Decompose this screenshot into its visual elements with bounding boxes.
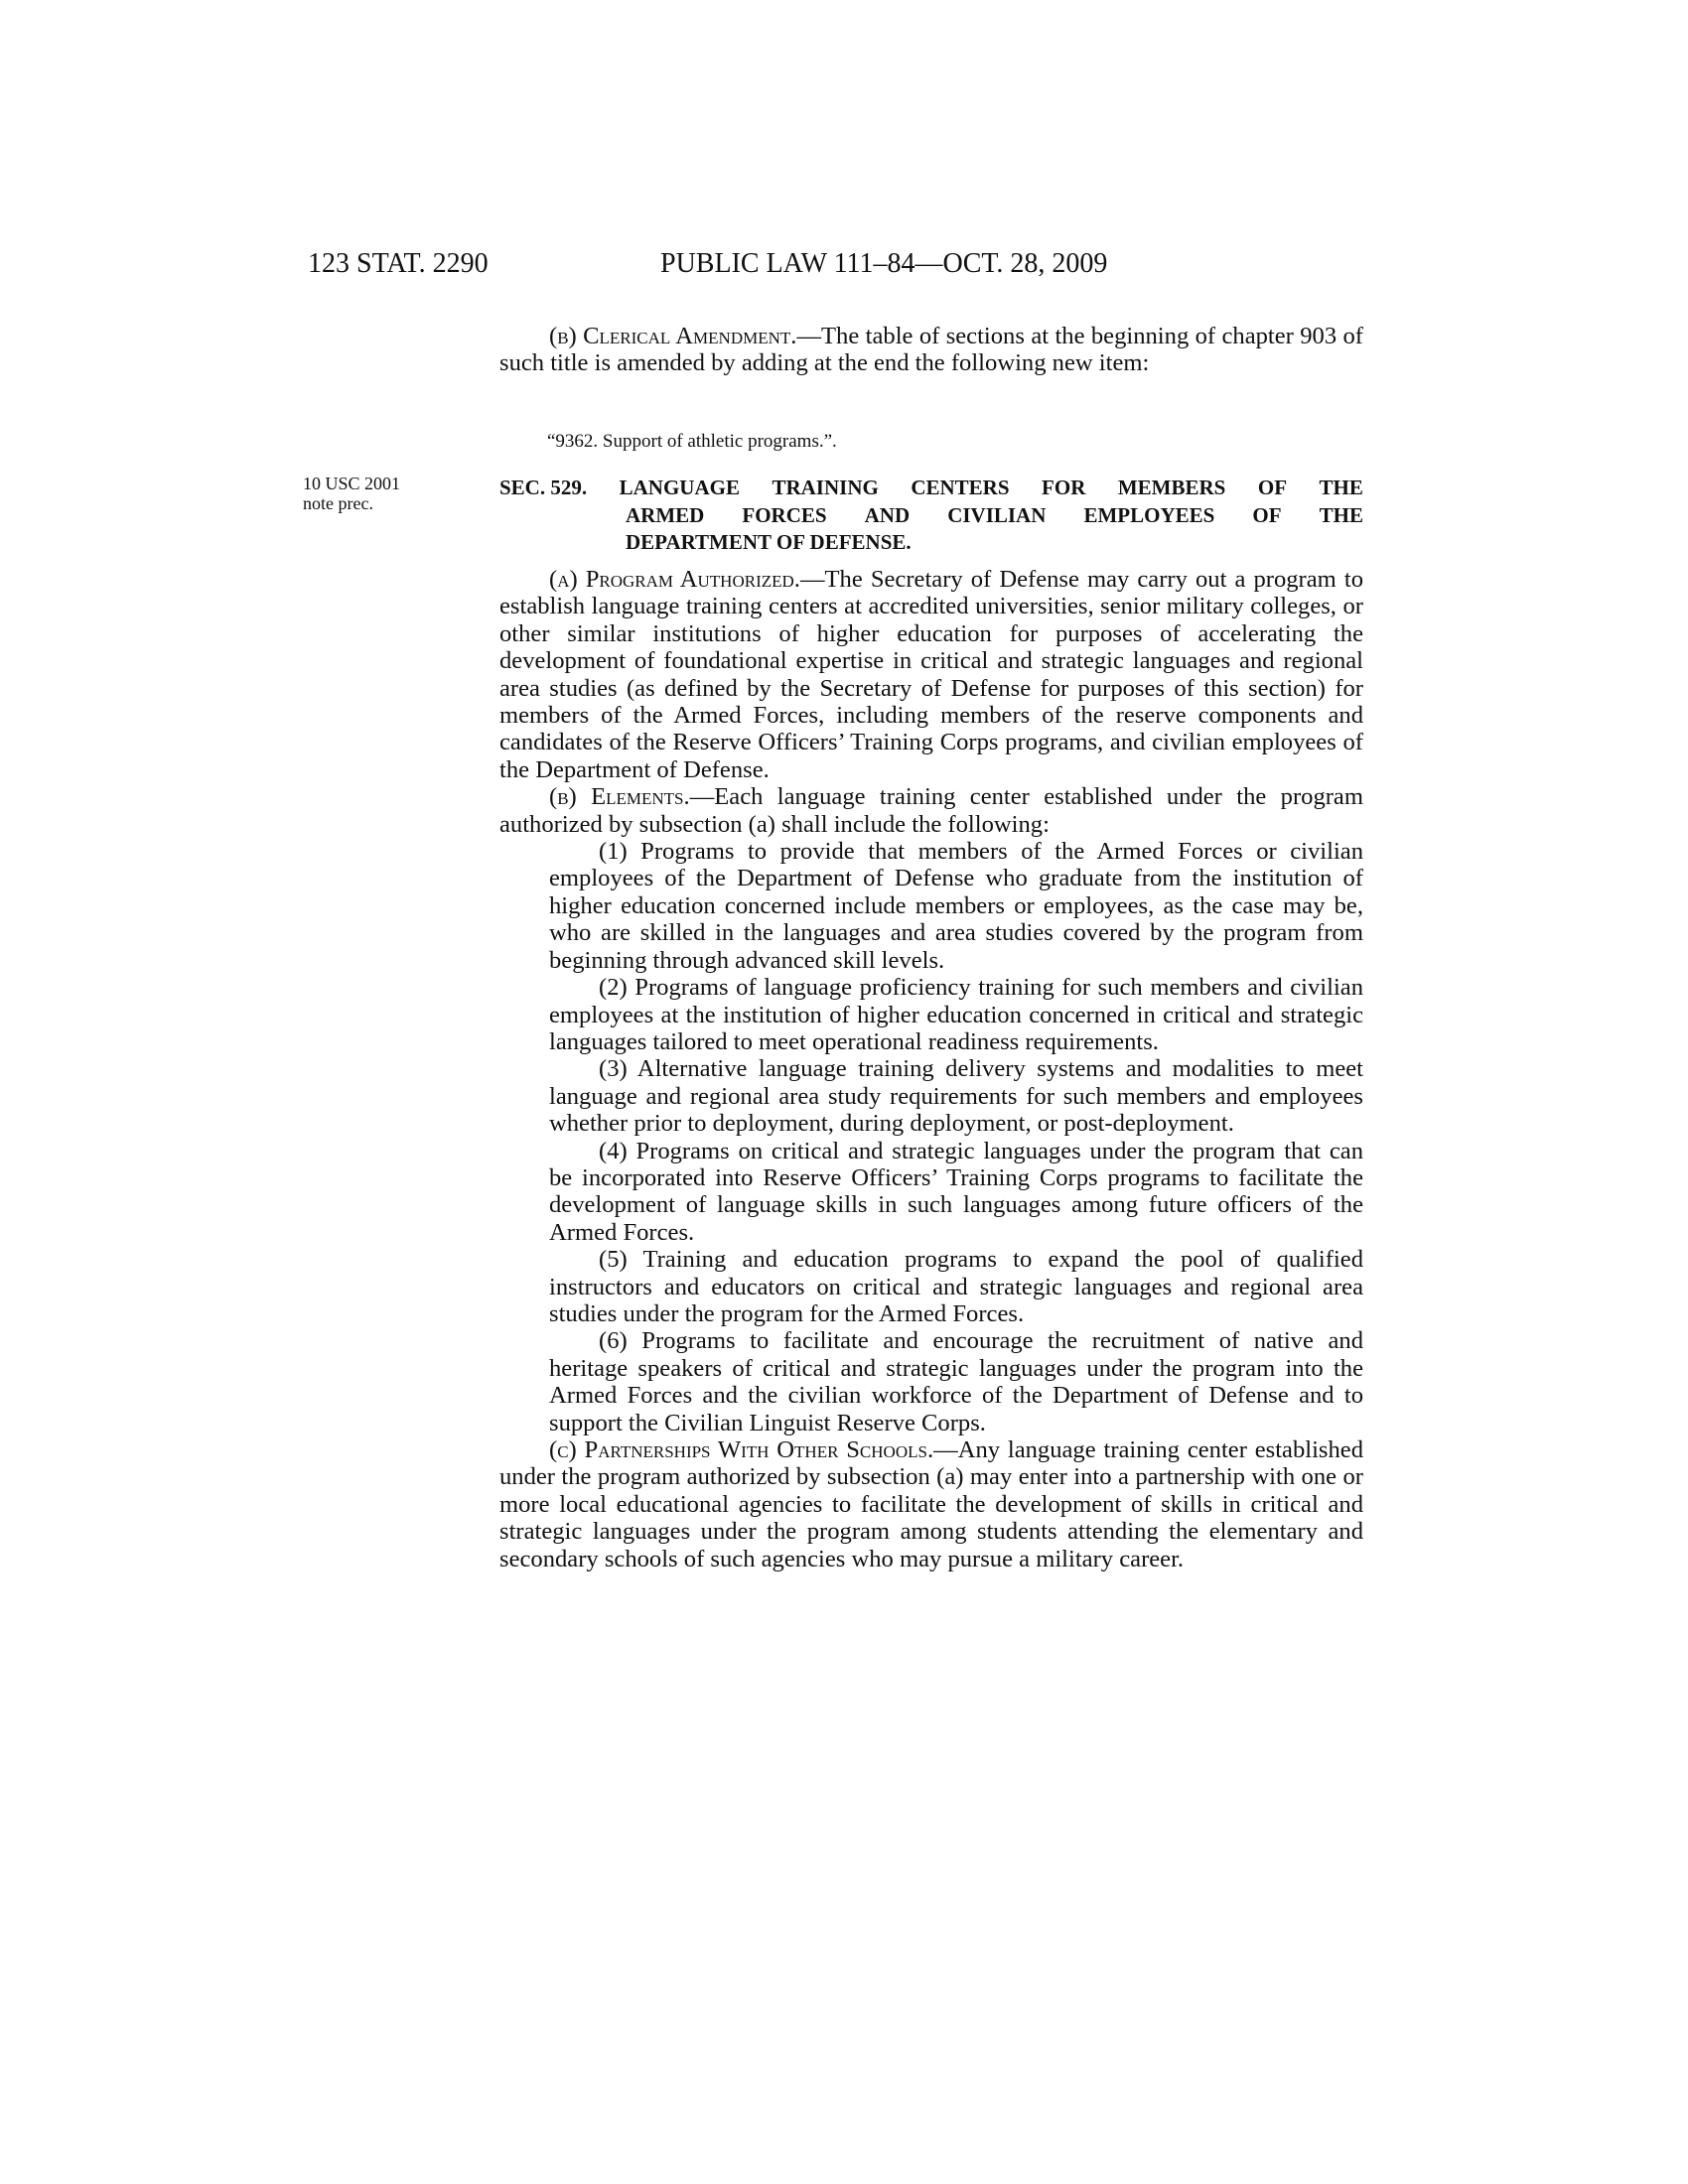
subsection-a-text: —The Secretary of Defense may carry out a program to establish language training centers at accredited universities, senior military colleges, or other similar institutions of higher education for purposes of accelerating the development of foundational expertise in critical and strategic languages and regional area studies (as defined by the Secretary of Defense for purposes of this section) for members of the Armed Forces, including members of the reserve components and candidates of the Reserve Officers’ Training Corps programs, and civilian employees of the Department of Defense. [499, 566, 1363, 783]
heading-word: OF [1252, 502, 1282, 527]
page-header [0, 248, 1688, 288]
heading-word: THE [1319, 502, 1363, 527]
subsection-c-label: (c) Partnerships With Other Schools. [549, 1436, 934, 1463]
heading-word: THE [1319, 476, 1363, 499]
clerical-amendment-paragraph [499, 323, 1363, 377]
subsection-b-text: —Each language training center established under the program authorized by subsection (a) shall include the following: [499, 783, 1363, 838]
heading-word: AND [864, 502, 911, 527]
heading-word: EMPLOYEES [1083, 502, 1215, 527]
heading-word: MEMBERS [1117, 476, 1226, 499]
clerical-amendment-label: (b) Clerical Amendment. [549, 323, 797, 349]
element-item-1: (1) Programs to provide that members of the Armed Forces or civilian employees of the Department of Defense who graduate from the institution of higher education concerned include members or employees, as the case may be, who are skilled in the languages and area studies covered by the program from beginning through advanced skill levels. [549, 838, 1363, 974]
element-item-5: (5) Training and education programs to expand the pool of qualified instructors and educators on critical and strategic languages and regional area studies under the program for the Armed Forces. [549, 1246, 1363, 1327]
heading-word: LANGUAGE [619, 476, 740, 499]
heading-word: TRAINING [772, 476, 879, 499]
subsection-b-label: (b) Elements. [549, 783, 690, 811]
table-of-sections-item: “9362. Support of athletic programs.”. [547, 431, 837, 452]
subsection-c-text: —Any language training center established under the program authorized by subsection (a) may enter into a partnership with one or more local educational agencies to facilitate the development of skills in critical and strategic languages under the program among students attending the elementary and secondary schools of such agencies who may pursue a military career. [499, 1436, 1363, 1572]
section-body [499, 566, 1363, 1572]
heading-word: OF [1257, 476, 1288, 499]
section-heading-line1 [499, 475, 1363, 502]
element-item-3: (3) Alternative language training delivery systems and modalities to meet language and regional area study requirements for such members and employees whether prior to deployment, during deployment, or post-deployment. [549, 1055, 1363, 1138]
heading-word: CIVILIAN [947, 502, 1047, 527]
clerical-amendment-text: —The table of sections at the beginning of chapter 903 of such title is amended by adding at the end the following new item: [499, 323, 1363, 377]
element-item-2: (2) Programs of language proficiency training for such members and civilian employees at the institution of higher education concerned in critical and strategic languages tailored to meet operational readiness requirements. [549, 974, 1363, 1055]
subsection-c [499, 1436, 1363, 1572]
section-number: SEC. 529. [499, 476, 588, 499]
section-heading [499, 475, 1363, 557]
section-heading-line2 [626, 502, 1363, 530]
margin-citation-line1: 10 USC 2001 [303, 474, 401, 493]
subsection-b [499, 783, 1363, 838]
section-heading-line3: DEPARTMENT OF DEFENSE. [626, 530, 912, 554]
element-item-6: (6) Programs to facilitate and encourage the recruitment of native and heritage speakers of critical and strategic languages under the program into the Armed Forces and the civilian workforce of the Department of Defense and to support the Civilian Linguist Reserve Corps. [549, 1327, 1363, 1436]
heading-word: FOR [1042, 476, 1086, 499]
heading-word: ARMED [626, 502, 705, 527]
subsection-a [499, 566, 1363, 783]
heading-word: CENTERS [911, 476, 1010, 499]
margin-citation-line2: note prec. [303, 493, 373, 513]
stat-reference: 123 STAT. 2290 [308, 248, 489, 279]
heading-word: FORCES [742, 502, 827, 527]
law-title: PUBLIC LAW 111–84—OCT. 28, 2009 [660, 248, 1108, 279]
margin-citation [303, 474, 400, 513]
subsection-a-label: (a) Program Authorized. [549, 566, 800, 593]
element-item-4: (4) Programs on critical and strategic languages under the program that can be incorporated into Reserve Officers’ Training Corps programs to facilitate the development of language skills in such languages among future officers of the Armed Forces. [549, 1137, 1363, 1246]
